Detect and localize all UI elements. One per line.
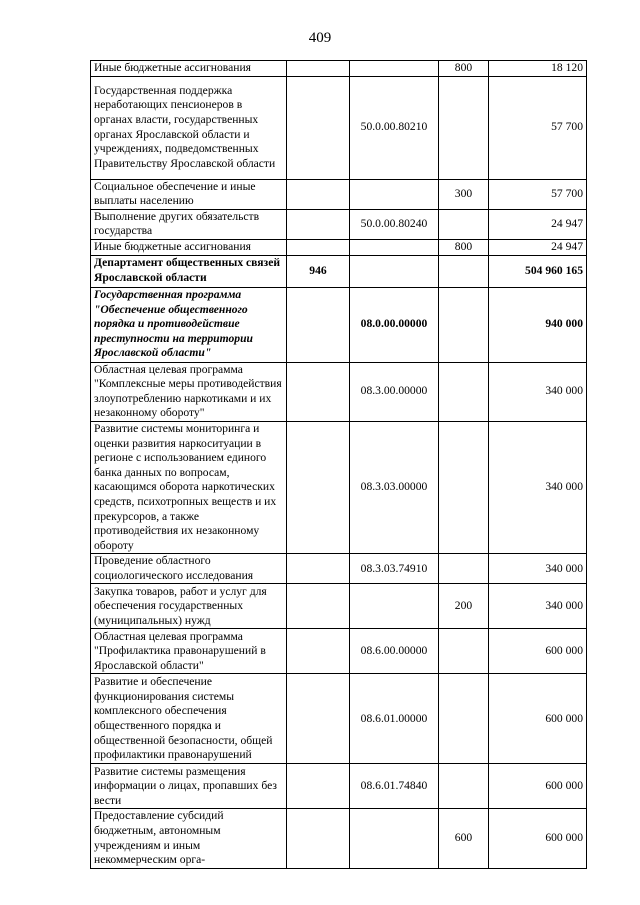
row-dept <box>287 674 350 764</box>
row-code <box>350 239 439 255</box>
row-code: 08.6.01.00000 <box>350 674 439 764</box>
row-name: Государственная поддержка неработающих пенсионеров в органах власти, государственных органах Ярославской области и учреждениях, подведомственных Правительству Ярославской области <box>91 76 287 179</box>
row-type: 800 <box>439 239 489 255</box>
row-amount: 340 000 <box>489 362 587 421</box>
row-code <box>350 179 439 209</box>
row-code: 08.6.01.74840 <box>350 764 439 809</box>
row-type <box>439 764 489 809</box>
row-name: Иные бюджетные ассигнования <box>91 239 287 255</box>
table-row <box>91 255 587 287</box>
table-row <box>91 629 587 674</box>
row-type <box>439 421 489 553</box>
row-dept <box>287 764 350 809</box>
row-amount: 600 000 <box>489 764 587 809</box>
row-dept <box>287 287 350 362</box>
row-type <box>439 209 489 239</box>
table-row <box>91 554 587 584</box>
row-dept <box>287 362 350 421</box>
row-type <box>439 629 489 674</box>
row-dept <box>287 629 350 674</box>
table-row <box>91 61 587 77</box>
table-row <box>91 584 587 629</box>
row-name: Областная целевая программа "Профилактика правонарушений в Ярославской области" <box>91 629 287 674</box>
row-amount: 340 000 <box>489 421 587 553</box>
row-type: 200 <box>439 584 489 629</box>
row-code <box>350 61 439 77</box>
row-type <box>439 362 489 421</box>
row-code: 08.0.00.00000 <box>350 287 439 362</box>
row-amount: 340 000 <box>489 554 587 584</box>
row-amount: 504 960 165 <box>489 255 587 287</box>
row-type <box>439 255 489 287</box>
row-name: Предоставление субсидий бюджетным, автономным учреждениям и иным некоммерческим орга- <box>91 809 287 868</box>
table-row <box>91 421 587 553</box>
table-row <box>91 76 587 179</box>
row-dept <box>287 209 350 239</box>
row-amount: 24 947 <box>489 239 587 255</box>
row-type <box>439 76 489 179</box>
row-type <box>439 554 489 584</box>
row-amount: 340 000 <box>489 584 587 629</box>
page-number: 409 <box>308 30 332 46</box>
row-type: 800 <box>439 61 489 77</box>
budget-table <box>90 60 587 869</box>
row-type: 300 <box>439 179 489 209</box>
row-amount: 18 120 <box>489 61 587 77</box>
row-dept <box>287 421 350 553</box>
table-row <box>91 209 587 239</box>
row-name: Областная целевая программа "Комплексные меры противодействия злоупотреблению наркотиками и их незаконному обороту" <box>91 362 287 421</box>
row-code: 08.3.03.74910 <box>350 554 439 584</box>
table-row <box>91 239 587 255</box>
row-amount: 57 700 <box>489 179 587 209</box>
row-type: 600 <box>439 809 489 868</box>
row-code <box>350 809 439 868</box>
row-amount: 57 700 <box>489 76 587 179</box>
row-name: Развитие системы мониторинга и оценки развития наркоситуации в регионе с использованием единого банка данных по вопросам, касающимся оборота наркотических средств, психотропных веществ и их прекурсоров, а также противодействия их незаконному обороту <box>91 421 287 553</box>
row-dept: 946 <box>287 255 350 287</box>
row-dept <box>287 584 350 629</box>
table-row <box>91 179 587 209</box>
row-name: Проведение областного социологического исследования <box>91 554 287 584</box>
row-code <box>350 255 439 287</box>
row-name: Развитие и обеспечение функционирования системы комплексного обеспечения общественного порядка и общественной безопасности, общей профилактики правонарушений <box>91 674 287 764</box>
row-amount: 600 000 <box>489 809 587 868</box>
row-name: Закупка товаров, работ и услуг для обеспечения государственных (муниципальных) нужд <box>91 584 287 629</box>
table-row <box>91 287 587 362</box>
table-row <box>91 809 587 868</box>
row-amount: 600 000 <box>489 629 587 674</box>
table-row <box>91 674 587 764</box>
row-name: Департамент общественных связей Ярославской области <box>91 255 287 287</box>
row-code: 50.0.00.80240 <box>350 209 439 239</box>
row-code: 08.3.00.00000 <box>350 362 439 421</box>
row-name: Иные бюджетные ассигнования <box>91 61 287 77</box>
row-dept <box>287 809 350 868</box>
row-dept <box>287 179 350 209</box>
row-type <box>439 287 489 362</box>
row-code: 08.3.03.00000 <box>350 421 439 553</box>
row-name: Социальное обеспечение и иные выплаты населению <box>91 179 287 209</box>
row-code: 08.6.00.00000 <box>350 629 439 674</box>
row-name: Развитие системы размещения информации о лицах, пропавших без вести <box>91 764 287 809</box>
row-name: Государственная программа "Обеспечение общественного порядка и противодействие преступности на территории Ярославской области" <box>91 287 287 362</box>
row-amount: 600 000 <box>489 674 587 764</box>
row-code <box>350 584 439 629</box>
row-dept <box>287 61 350 77</box>
row-type <box>439 674 489 764</box>
table-row <box>91 362 587 421</box>
row-code: 50.0.00.80210 <box>350 76 439 179</box>
row-dept <box>287 76 350 179</box>
row-amount: 940 000 <box>489 287 587 362</box>
table-row <box>91 764 587 809</box>
row-dept <box>287 554 350 584</box>
row-amount: 24 947 <box>489 209 587 239</box>
row-name: Выполнение других обязательств государства <box>91 209 287 239</box>
row-dept <box>287 239 350 255</box>
